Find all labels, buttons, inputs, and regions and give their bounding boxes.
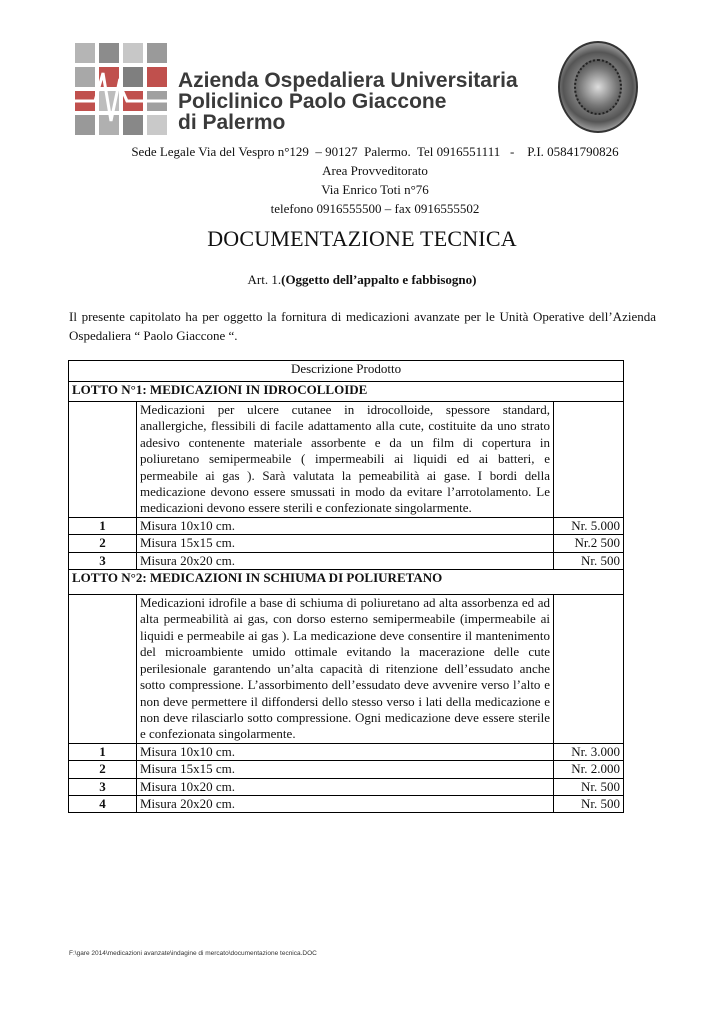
item-size: Misura 10x20 cm.	[137, 778, 554, 795]
item-quantity: Nr. 3.000	[554, 743, 624, 760]
item-number: 4	[69, 795, 137, 812]
table-row	[69, 761, 624, 778]
item-size: Misura 20x20 cm.	[137, 552, 554, 569]
intro-paragraph: Il presente capitolato ha per oggetto la fornitura di medicazioni avanzate per le Unità Operative dell’Azienda Ospedaliera “ Paolo Giaccone “.	[69, 309, 656, 343]
item-number: 1	[69, 743, 137, 760]
logo-line-3: di Palermo	[178, 111, 286, 134]
letterhead-info	[60, 142, 690, 218]
table-row	[69, 743, 624, 760]
lotto-2-title: LOTTO N°2: MEDICAZIONI IN SCHIUMA DI POLIURETANO	[69, 570, 624, 595]
article-heading	[0, 272, 724, 288]
table-row	[69, 795, 624, 812]
university-seal-icon	[558, 41, 638, 133]
item-size: Misura 20x20 cm.	[137, 795, 554, 812]
item-number: 2	[69, 761, 137, 778]
table-row	[69, 517, 624, 534]
lotto-1-description: Medicazioni per ulcere cutanee in idrocolloide, spessore standard, anallergiche, flessibili di facile adattamento alla cute, costituite da uno strato adesivo contenente materiale assorbente e da un film di copertura in poliuretano semipermeabile ( impermeabili ai liquidi ed ai batteri, e permeabile ai gas ). Sarà valutata la pemeabilità ai gase. I bordi della medicazione devono essere smussati in modo da evitare l’arrotolamento. Le medicazioni devono essere sterili e confezionate singolarmente.	[137, 402, 554, 518]
item-number: 2	[69, 535, 137, 552]
logo-text	[178, 70, 518, 133]
department-name: Area Provveditorato	[322, 163, 428, 178]
table-row	[69, 778, 624, 795]
lotto-2-description: Medicazioni idrofile a base di schiuma di poliuretano ad alta assorbenza ed ad alta permeabilità ai gas, con dorso esterno semipermeabile (impermeabile ai liquidi e permeabile ai gas ). La medicazione deve consentire il mantenimento del microambiente umido ottimale evitando la macerazione delle cute perilesionale garantendo un’alta capacità di ritenzione dell’essudato anche sotto compressione. L’assorbimento dell’essudato deve avvenire verso l’alto e non deve permettere il diffondersi dello stesso verso i lati della medicazione e non deve rilasciarlo sotto compressione. Ogni medicazione deve essere sterile e confezionata singolarmente.	[137, 595, 554, 744]
article-number: Art. 1.	[247, 272, 282, 287]
department-phone: telefono 0916555500 – fax 0916555502	[270, 201, 480, 216]
lotto-1-row	[69, 382, 624, 402]
logo-line-2: Policlinico Paolo Giaccone	[178, 90, 447, 113]
item-size: Misura 15x15 cm.	[137, 535, 554, 552]
item-number: 3	[69, 778, 137, 795]
item-quantity: Nr. 5.000	[554, 517, 624, 534]
item-size: Misura 10x10 cm.	[137, 517, 554, 534]
table-row	[69, 535, 624, 552]
lotto-1-title: LOTTO N°1: MEDICAZIONI IN IDROCOLLOIDE	[69, 382, 624, 402]
item-quantity: Nr. 500	[554, 552, 624, 569]
table-header-row	[69, 361, 624, 382]
article-title: (Oggetto dell’appalto e fabbisogno)	[281, 272, 477, 287]
document-title: DOCUMENTAZIONE TECNICA	[207, 226, 517, 251]
item-number: 3	[69, 552, 137, 569]
item-size: Misura 10x10 cm.	[137, 743, 554, 760]
item-quantity: Nr.2 500	[554, 535, 624, 552]
item-quantity: Nr. 500	[554, 778, 624, 795]
file-path-footer: F:\gare 2014\medicazioni avanzate\indagine di mercato\documentazione tecnica.DOC	[69, 950, 317, 957]
legal-address: Sede Legale Via del Vespro n°129 – 90127 Palermo. Tel 0916551111 - P.I. 05841790826	[131, 144, 619, 159]
hospital-logo	[75, 40, 545, 140]
item-number: 1	[69, 517, 137, 534]
item-quantity: Nr. 2.000	[554, 761, 624, 778]
lotto-1-description-row	[69, 402, 624, 518]
item-size: Misura 15x15 cm.	[137, 761, 554, 778]
lotto-2-row	[69, 570, 624, 595]
product-table	[68, 360, 624, 813]
item-quantity: Nr. 500	[554, 795, 624, 812]
logo-line-1: Azienda Ospedaliera Universitaria	[178, 69, 518, 92]
table-row	[69, 552, 624, 569]
table-header: Descrizione Prodotto	[69, 361, 624, 382]
logo-mosaic-icon	[75, 43, 170, 135]
department-address: Via Enrico Toti n°76	[321, 182, 429, 197]
lotto-2-description-row	[69, 595, 624, 744]
